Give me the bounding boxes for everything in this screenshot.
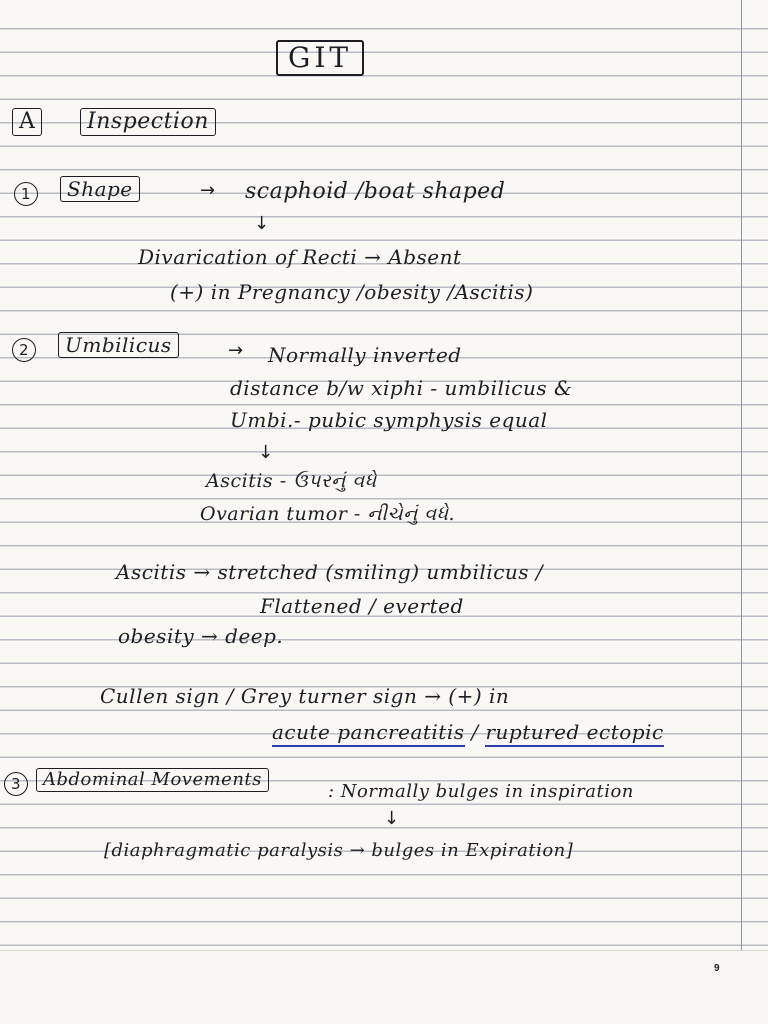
cullen-separator: / [464, 720, 486, 744]
divarication-text: Divarication of Recti → Absent [138, 245, 462, 269]
present-in-text: (+) in Pregnancy /obesity /Ascitis) [170, 280, 534, 304]
umbilicus-arrow: → [228, 340, 244, 361]
shape-label: Shape [60, 176, 140, 202]
ascitis-line-1: Ascitis → stretched (smiling) umbilicus / [116, 560, 544, 584]
cullen-line-2 [272, 722, 664, 742]
movements-label: Abdominal Movements [36, 768, 269, 792]
movements-rest: : Normally bulges in inspiration [328, 781, 634, 802]
movements-down-arrow: ↓ [384, 808, 400, 829]
diaphragm-line: [diaphragmatic paralysis → bulges in Expiration] [104, 840, 574, 861]
umbilicus-down-arrow: ↓ [258, 442, 274, 463]
shape-arrow: → [200, 180, 216, 201]
ruptured-ectopic-text: ruptured ectopic [485, 720, 663, 747]
margin-line [741, 0, 742, 950]
cullen-line-1: Cullen sign / Grey turner sign → (+) in [100, 684, 510, 708]
ascitis-line-2: Flattened / everted [260, 594, 464, 618]
acute-pancreatitis-text: acute pancreatitis [272, 720, 465, 747]
umbilicus-label: Umbilicus [58, 332, 179, 358]
item-number-1: 1 [14, 182, 38, 206]
section-heading: Inspection [80, 108, 216, 136]
ascitis-gujarati-note: Ascitis - ઉપરનું વધે [206, 470, 377, 492]
umbilicus-line-2: distance b/w xiphi - umbilicus & [230, 376, 573, 400]
umbilicus-line-1: Normally inverted [268, 343, 462, 367]
page-title: GIT [276, 40, 364, 76]
page-number: 9 [714, 963, 720, 974]
section-letter: A [12, 108, 42, 136]
umbilicus-line-3: Umbi.- pubic symphysis equal [230, 408, 548, 432]
shape-down-arrow: ↓ [254, 213, 270, 234]
obesity-line: obesity → deep. [118, 624, 284, 648]
shape-finding: scaphoid /boat shaped [245, 179, 506, 204]
ovarian-gujarati-note: Ovarian tumor - નીચેનું વધે. [200, 503, 456, 525]
item-number-3: 3 [4, 772, 28, 796]
item-number-2: 2 [12, 338, 36, 362]
